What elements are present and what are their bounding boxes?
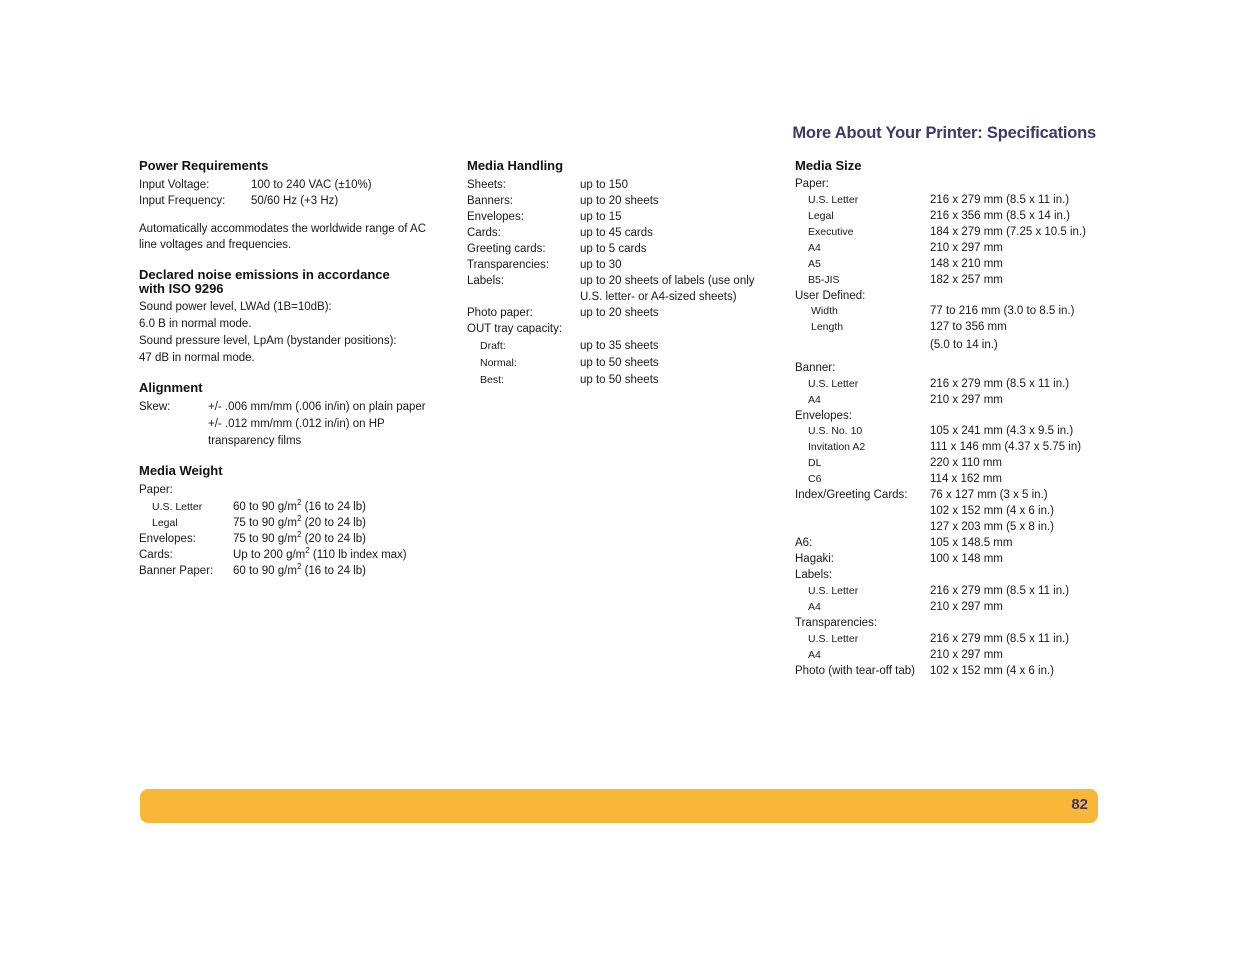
size-row	[795, 552, 1105, 568]
size-value: 102 x 152 mm (4 x 6 in.)	[930, 664, 1054, 677]
handling-row	[467, 305, 777, 321]
media-weight-heading: Media Weight	[139, 463, 223, 478]
size-label: Hagaki:	[795, 553, 834, 566]
handling-label	[467, 289, 580, 305]
handling-row	[467, 257, 777, 273]
size-label: U.S. Letter	[808, 193, 859, 206]
weight-row-value: 75 to 90 $g/m^2$ (20 to 24 lb)	[233, 530, 366, 545]
tray-label: Draft:	[480, 340, 506, 352]
size-row	[795, 209, 1105, 225]
size-row	[795, 320, 1105, 336]
alignment-row	[139, 399, 449, 450]
banner-label: Banner:	[795, 362, 836, 375]
skew-values	[208, 399, 426, 450]
handling-label: OUT tray capacity:	[467, 323, 563, 335]
size-label: A4	[808, 600, 821, 613]
handling-label: Sheets:	[467, 179, 506, 191]
power-note-line: Automatically accommodates the worldwide range of AC	[139, 223, 427, 235]
handling-value: up to 20 sheets	[580, 307, 659, 319]
handling-value: up to 20 sheets of labels (use only	[580, 275, 755, 287]
size-row	[795, 648, 1105, 664]
weight-row	[139, 531, 449, 547]
size-label: U.S. Letter	[808, 584, 859, 597]
size-label: Executive	[808, 225, 854, 238]
size-row	[795, 257, 1105, 273]
skew-line: +/- .012 mm/mm (.012 in/in) on HP	[208, 418, 385, 430]
weight-row-label: Envelopes:	[139, 533, 196, 545]
size-value: 105 x 148.5 mm	[930, 537, 1013, 550]
handling-value: up to 5 cards	[580, 243, 647, 255]
weight-row	[139, 563, 449, 579]
weight-row-value: 75 to 90 $g/m^2$ (20 to 24 lb)	[233, 514, 366, 529]
weight-row-label: Legal	[152, 517, 178, 529]
media-handling-heading: Media Handling	[467, 158, 564, 173]
handling-row	[467, 241, 777, 257]
size-row	[795, 632, 1105, 648]
size-value: 184 x 279 mm (7.25 x 10.5 in.)	[930, 225, 1086, 238]
weight-row	[139, 499, 449, 515]
transparencies-label: Transparencies:	[795, 616, 878, 629]
size-value: 77 to 216 mm (3.0 to 8.5 in.)	[930, 305, 1075, 318]
size-row	[795, 664, 1105, 680]
handling-row	[467, 289, 777, 305]
weight-row-label: Banner Paper:	[139, 565, 214, 577]
size-value: 102 x 152 mm (4 x 6 in.)	[930, 505, 1054, 518]
size-label: A4	[808, 648, 821, 661]
size-row	[795, 504, 1105, 520]
size-row	[795, 600, 1105, 616]
envelopes-label: Envelopes:	[795, 409, 852, 422]
user-defined-label: User Defined:	[795, 289, 866, 302]
size-row	[795, 193, 1105, 209]
noise-heading: Declared noise emissions in accordance	[139, 267, 390, 282]
power-row-value: 50/60 Hz (+3 Hz)	[251, 195, 339, 207]
size-label: Index/Greeting Cards:	[795, 489, 908, 502]
size-row	[795, 584, 1105, 600]
column-right	[795, 158, 1105, 680]
tray-value: up to 50 sheets	[580, 374, 659, 386]
power-row-value: 100 to 240 VAC (±10%)	[251, 179, 372, 191]
skew-label: Skew:	[139, 401, 171, 413]
size-label: DL	[808, 457, 822, 470]
size-label: A6:	[795, 537, 813, 550]
size-value: 216 x 279 mm (8.5 x 11 in.)	[930, 377, 1070, 390]
weight-row-label: Cards:	[139, 549, 173, 561]
weight-row-value: 60 to 90 $g/m^2$ (16 to 24 lb)	[233, 498, 366, 513]
noise-line: Sound power level, LWAd (1B=10dB):	[139, 301, 332, 313]
handling-label: Envelopes:	[467, 211, 524, 223]
handling-row	[467, 273, 777, 289]
size-value: 148 x 210 mm	[930, 257, 1003, 270]
size-label: Legal	[808, 209, 834, 222]
size-row	[795, 241, 1105, 257]
size-value: 210 x 297 mm	[930, 600, 1003, 613]
size-value: 111 x 146 mm (4.37 x 5.75 in)	[930, 441, 1082, 454]
handling-label: Photo paper:	[467, 307, 533, 319]
column-left	[139, 158, 449, 579]
size-value: 210 x 297 mm	[930, 393, 1003, 406]
power-row-label: Input Voltage:	[139, 179, 210, 191]
weight-row	[139, 515, 449, 531]
handling-value: up to 150	[580, 179, 628, 191]
size-label: C6	[808, 473, 822, 486]
size-label: Invitation A2	[808, 441, 866, 454]
alignment-heading: Alignment	[139, 380, 203, 395]
labels-label: Labels:	[795, 569, 833, 582]
size-label: Width	[811, 305, 838, 318]
handling-value: up to 45 cards	[580, 227, 653, 239]
size-row	[795, 338, 1105, 354]
size-value: 114 x 162 mm	[930, 473, 1003, 486]
size-label: A4	[808, 393, 821, 406]
weight-paper-label: Paper:	[139, 484, 173, 496]
footer-bar	[140, 789, 1098, 823]
size-row	[795, 225, 1105, 241]
power-row	[139, 193, 449, 209]
size-row	[795, 456, 1105, 472]
size-row	[795, 377, 1105, 393]
size-row	[795, 488, 1105, 504]
handling-label: Labels:	[467, 275, 505, 287]
tray-row	[467, 355, 777, 372]
size-row	[795, 440, 1105, 456]
size-label: U.S. No. 10	[808, 425, 863, 438]
noise-line: Sound pressure level, LpAm (bystander positions):	[139, 335, 397, 347]
size-row	[795, 273, 1105, 289]
handling-value: up to 20 sheets	[580, 195, 659, 207]
size-value: 127 to 356 mm	[930, 321, 1007, 334]
power-row-label: Input Frequency:	[139, 195, 226, 207]
page-number: 82	[1071, 796, 1088, 813]
size-label	[795, 338, 930, 354]
size-row	[795, 304, 1105, 320]
size-value: 105 x 241 mm (4.3 x 9.5 in.)	[930, 425, 1074, 438]
weight-row-label: U.S. Letter	[152, 501, 203, 513]
size-row	[795, 472, 1105, 488]
skew-line: transparency films	[208, 435, 302, 447]
size-label: Photo (with tear-off tab)	[795, 664, 915, 677]
size-label	[795, 520, 930, 536]
size-row	[795, 536, 1105, 552]
size-row	[795, 393, 1105, 409]
handling-value: up to 15	[580, 211, 622, 223]
tray-row	[467, 372, 777, 389]
size-row	[795, 520, 1105, 536]
noise-line: 47 dB in normal mode.	[139, 352, 255, 364]
size-value: 220 x 110 mm	[930, 457, 1003, 470]
size-value: (5.0 to 14 in.)	[930, 339, 998, 352]
handling-value: U.S. letter- or A4-sized sheets)	[580, 291, 737, 303]
tray-value: up to 50 sheets	[580, 357, 659, 369]
size-value: 210 x 297 mm	[930, 648, 1003, 661]
size-label: Length	[811, 321, 844, 334]
weight-row	[139, 547, 449, 563]
size-value: 216 x 279 mm (8.5 x 11 in.)	[930, 193, 1070, 206]
handling-row	[467, 225, 777, 241]
size-label: U.S. Letter	[808, 632, 859, 645]
tray-label: Best:	[480, 374, 504, 386]
media-size-heading: Media Size	[795, 158, 862, 173]
handling-label: Transparencies:	[467, 259, 550, 271]
size-value: 127 x 203 mm (5 x 8 in.)	[930, 521, 1054, 534]
power-row	[139, 177, 449, 193]
size-value: 216 x 356 mm (8.5 x 14 in.)	[930, 209, 1070, 222]
tray-label: Normal:	[480, 357, 517, 369]
tray-value: up to 35 sheets	[580, 340, 659, 352]
handling-row	[467, 321, 777, 337]
size-label: B5-JIS	[808, 273, 840, 286]
handling-row	[467, 193, 777, 209]
weight-row-value: Up to 200 $g/m^2$ (110 lb index max)	[233, 546, 407, 561]
size-value: 216 x 279 mm (8.5 x 11 in.)	[930, 584, 1070, 597]
tray-row	[467, 338, 777, 355]
size-row	[795, 424, 1105, 440]
size-value: 210 x 297 mm	[930, 241, 1003, 254]
weight-row-value: 60 to 90 $g/m^2$ (16 to 24 lb)	[233, 562, 366, 577]
skew-line: +/- .006 mm/mm (.006 in/in) on plain paper	[208, 401, 426, 413]
handling-row	[467, 209, 777, 225]
handling-label: Greeting cards:	[467, 243, 546, 255]
noise-line: 6.0 B in normal mode.	[139, 318, 252, 330]
handling-value: up to 30	[580, 259, 622, 271]
size-label: A5	[808, 257, 821, 270]
power-note-line: line voltages and frequencies.	[139, 239, 292, 251]
size-label: U.S. Letter	[808, 377, 859, 390]
size-label	[795, 504, 930, 520]
handling-label: Cards:	[467, 227, 501, 239]
power-requirements-heading: Power Requirements	[139, 158, 269, 173]
size-value: 76 x 127 mm (3 x 5 in.)	[930, 489, 1048, 502]
handling-row	[467, 177, 777, 193]
handling-label: Banners:	[467, 195, 514, 207]
page-title: More About Your Printer: Specifications	[792, 124, 1096, 142]
noise-heading: with ISO 9296	[139, 281, 224, 296]
size-label: A4	[808, 241, 821, 254]
size-paper-label: Paper:	[795, 178, 829, 190]
column-middle	[467, 158, 777, 389]
size-value: 100 x 148 mm	[930, 553, 1003, 566]
size-value: 216 x 279 mm (8.5 x 11 in.)	[930, 632, 1070, 645]
size-value: 182 x 257 mm	[930, 273, 1003, 286]
